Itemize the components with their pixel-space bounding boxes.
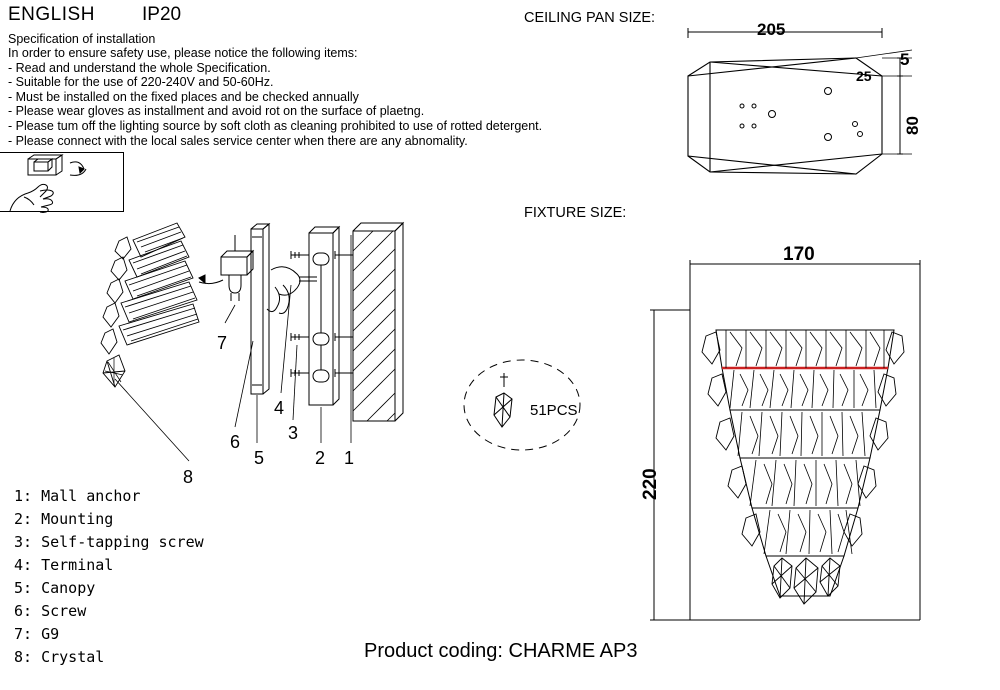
dimension-ceiling-height: 80 [903, 116, 922, 135]
language-label: ENGLISH [8, 4, 95, 25]
legend-item: 2: Mounting [14, 510, 114, 528]
exploded-assembly-drawing [85, 215, 425, 480]
spec-item: - Please wear gloves as installment and avoid rot on the surface of plaetng. [8, 104, 425, 119]
callout-6: 6 [230, 432, 241, 452]
callout-8: 8 [183, 467, 194, 487]
parts-legend [14, 485, 204, 669]
ceiling-pan-drawing [650, 14, 1000, 194]
crystal-count-label: 51PCS [530, 402, 578, 419]
callout-7: 7 [217, 333, 228, 353]
callout-1: 1 [344, 448, 355, 468]
spec-item: - Please tum off the lighting source by soft cloth as cleaning prohibited to use of rotted detergent. [8, 118, 543, 133]
callout-4: 4 [274, 398, 285, 418]
legend-item: 1: Mall anchor [14, 487, 141, 505]
ceiling-pan-title: CEILING PAN SIZE: [524, 10, 656, 26]
dimension-ceiling-depth: 25 [856, 68, 872, 84]
dimension-ceiling-lip: 5 [900, 50, 910, 69]
spec-item: - Must be installed on the fixed places and be checked annually [8, 89, 359, 104]
callout-3: 3 [288, 423, 299, 443]
spec-intro: In order to ensure safety use, please notice the following items: [8, 46, 358, 60]
callout-2: 2 [315, 448, 326, 468]
spec-title: Specification of installation [8, 32, 156, 46]
spec-item: - Suitable for the use of 220-240V and 50-60Hz. [8, 75, 274, 90]
legend-item: 6: Screw [14, 602, 87, 620]
legend-item: 8: Crystal [14, 648, 105, 666]
switch-off-illustration [0, 152, 124, 212]
callout-5: 5 [254, 448, 265, 468]
spec-instruction-list [8, 46, 542, 148]
spec-item: - Please connect with the local sales service center when there are any abnomality. [8, 133, 468, 148]
legend-item: 5: Canopy [14, 579, 96, 597]
dimension-ceiling-width: 205 [757, 20, 786, 39]
product-coding: Product coding: CHARME AP3 [364, 640, 638, 662]
legend-item: 7: G9 [14, 625, 60, 643]
ip-rating-label: IP20 [142, 4, 182, 25]
legend-item: 3: Self-tapping screw [14, 533, 204, 551]
fixture-size-title: FIXTURE SIZE: [524, 205, 627, 221]
legend-item: 4: Terminal [14, 556, 114, 574]
spec-item: - Read and understand the whole Specification. [8, 60, 271, 75]
dimension-fixture-height: 220 [640, 468, 661, 500]
fixture-drawing [630, 250, 960, 640]
dimension-fixture-width: 170 [783, 244, 815, 265]
